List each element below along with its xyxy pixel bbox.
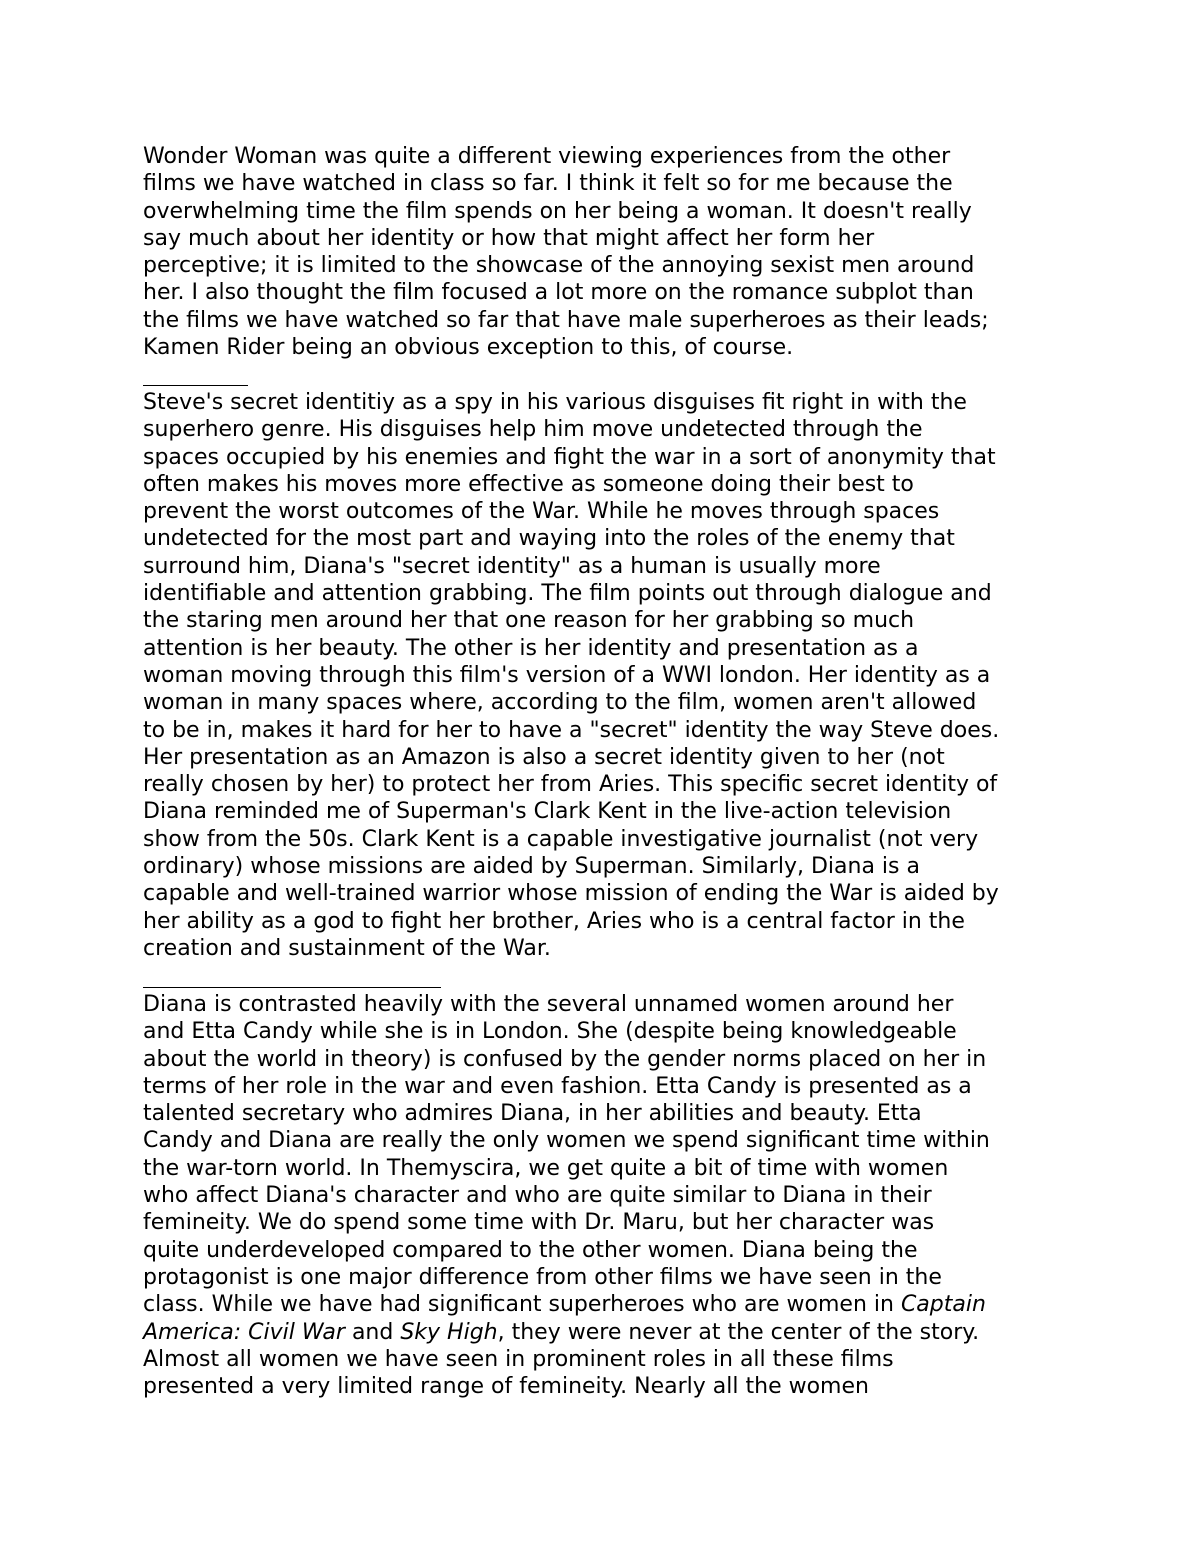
paragraph-1 bbox=[143, 143, 1083, 361]
text-line: terms of her role in the war and even fashion. Etta Candy is presented as a bbox=[143, 1073, 972, 1099]
text-segment: , they were never at the center of the story. bbox=[497, 1319, 980, 1345]
text-segment: and bbox=[344, 1319, 401, 1345]
text-line: presented a very limited range of femineity. Nearly all the women bbox=[143, 1374, 869, 1400]
paragraph-2 bbox=[143, 389, 1083, 962]
text-line: identifiable and attention grabbing. The film points out through dialogue and bbox=[143, 581, 992, 607]
text-line: creation and sustainment of the War. bbox=[143, 935, 551, 961]
text-line bbox=[143, 1319, 1083, 1346]
text-line: femineity. We do spend some time with Dr. Maru, but her character was bbox=[143, 1210, 935, 1236]
text-line: show from the 50s. Clark Kent is a capable investigative journalist (not very bbox=[143, 826, 979, 852]
text-line: surround him, Diana's "secret identity" as a human is usually more bbox=[143, 553, 881, 579]
text-line: about the world in theory) is confused by the gender norms placed on her in bbox=[143, 1046, 987, 1072]
text-line: quite underdeveloped compared to the other women. Diana being the bbox=[143, 1237, 918, 1263]
text-line: often makes his moves more effective as someone doing their best to bbox=[143, 471, 914, 497]
text-line: say much about her identity or how that might affect her form her bbox=[143, 225, 875, 251]
text-line: the war-torn world. In Themyscira, we get quite a bit of time with women bbox=[143, 1155, 949, 1181]
text-line: Her presentation as an Amazon is also a secret identity given to her (not bbox=[143, 744, 945, 770]
text-line: and Etta Candy while she is in London. She (despite being knowledgeable bbox=[143, 1019, 957, 1045]
text-line: talented secretary who admires Diana, in her abilities and beauty. Etta bbox=[143, 1101, 922, 1127]
film-title-italic: Captain bbox=[900, 1292, 986, 1318]
text-line: undetected for the most part and waying into the roles of the enemy that bbox=[143, 526, 955, 552]
separator-rule-2 bbox=[143, 987, 441, 988]
text-line: who affect Diana's character and who are quite similar to Diana in their bbox=[143, 1183, 932, 1209]
separator-rule-1 bbox=[143, 385, 248, 386]
text-line: her ability as a god to fight her brother, Aries who is a central factor in the bbox=[143, 908, 965, 934]
text-line: spaces occupied by his enemies and fight the war in a sort of anonymity that bbox=[143, 444, 996, 470]
text-line: really chosen by her) to protect her from Aries. This specific secret identity of bbox=[143, 772, 998, 798]
text-line: Kamen Rider being an obvious exception to this, of course. bbox=[143, 335, 794, 361]
text-line: ordinary) whose missions are aided by Superman. Similarly, Diana is a bbox=[143, 854, 920, 880]
text-line: superhero genre. His disguises help him move undetected through the bbox=[143, 417, 923, 443]
text-line: overwhelming time the film spends on her being a woman. It doesn't really bbox=[143, 198, 972, 224]
text-line: films we have watched in class so far. I think it felt so for me because the bbox=[143, 171, 953, 197]
film-title-italic: Sky High bbox=[400, 1319, 498, 1345]
text-line: Wonder Woman was quite a different viewing experiences from the other bbox=[143, 144, 951, 169]
text-line: the films we have watched so far that have male superheroes as their leads; bbox=[143, 307, 989, 333]
text-segment: class. While we have had significant superheroes who are women in bbox=[143, 1292, 901, 1318]
text-line bbox=[143, 1291, 1083, 1318]
text-line: Candy and Diana are really the only women we spend significant time within bbox=[143, 1128, 990, 1154]
film-title-italic: America: Civil War bbox=[143, 1319, 345, 1345]
text-line: perceptive; it is limited to the showcase of the annoying sexist men around bbox=[143, 253, 975, 279]
text-line: her. I also thought the film focused a lot more on the romance subplot than bbox=[143, 280, 974, 306]
text-line: the staring men around her that one reason for her grabbing so much bbox=[143, 608, 915, 634]
text-line: Diana is contrasted heavily with the several unnamed women around her bbox=[143, 992, 954, 1017]
text-line: Steve's secret identitiy as a spy in his various disguises fit right in with the bbox=[143, 390, 967, 415]
text-line: protagonist is one major difference from other films we have seen in the bbox=[143, 1264, 942, 1290]
text-line: Almost all women we have seen in prominent roles in all these films bbox=[143, 1346, 894, 1372]
text-line: prevent the worst outcomes of the War. While he moves through spaces bbox=[143, 499, 940, 525]
text-line: attention is her beauty. The other is her identity and presentation as a bbox=[143, 635, 919, 661]
paragraph-3 bbox=[143, 991, 1083, 1400]
text-line: woman in many spaces where, according to the film, women aren't allowed bbox=[143, 690, 977, 716]
text-line: Diana reminded me of Superman's Clark Kent in the live-action television bbox=[143, 799, 952, 825]
text-line: to be in, makes it hard for her to have a "secret" identity the way Steve does. bbox=[143, 717, 1000, 743]
text-line: woman moving through this film's version of a WWI london. Her identity as a bbox=[143, 662, 991, 688]
text-line: capable and well-trained warrior whose mission of ending the War is aided by bbox=[143, 881, 999, 907]
